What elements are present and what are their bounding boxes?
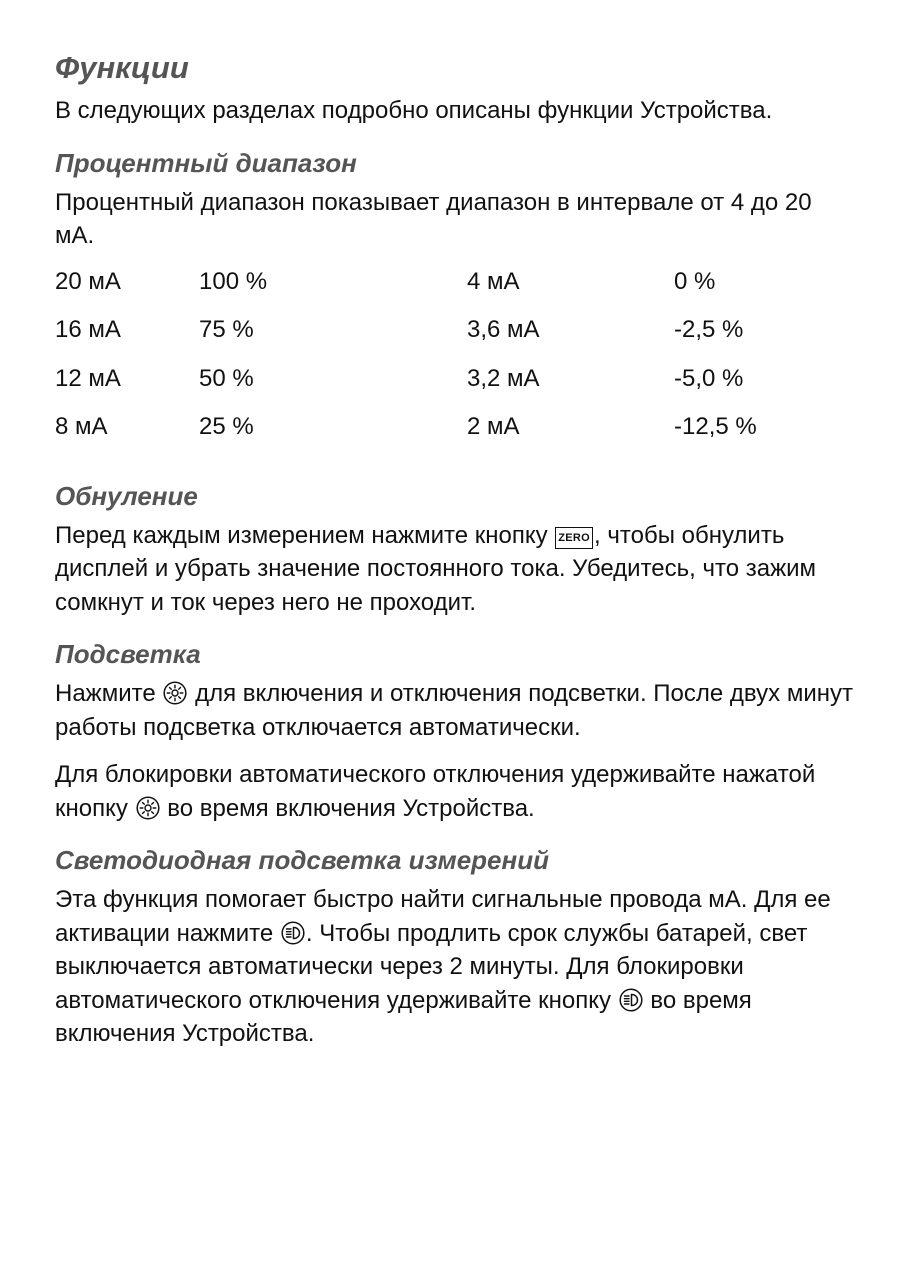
backlight-p1-before: Нажмите [55,680,156,707]
ma-value: 20 мА [55,267,121,295]
percent-value: -5,0 % [674,364,744,392]
backlight-heading: Подсветка [55,639,201,669]
percent-range-table [55,267,800,461]
percent-value: -2,5 % [674,316,744,343]
ma-value: 2 мА [467,413,520,440]
ma-value: 3,2 мА [467,364,540,392]
percent-value: 0 % [674,267,716,295]
ma-value: 12 мА [55,364,121,392]
percent-value: 25 % [199,413,254,440]
backlight-icon [163,681,187,705]
led-text [55,883,855,1051]
backlight-text-2 [55,758,855,825]
led-light-icon [281,921,305,945]
led-text-after: во время включения Устройства. [55,986,752,1047]
intro-text: В следующих разделах подробно описаны функции Устройства. [55,97,773,124]
percent-value: 100 % [199,267,268,295]
table-row [55,364,800,413]
backlight-text-1 [55,677,855,744]
backlight-icon [136,796,160,820]
ma-value: 4 мА [467,267,520,295]
zeroing-text-before: Перед каждым измерением нажмите кнопку [55,521,548,549]
zeroing-heading: Обнуление [55,480,198,511]
zeroing-text [55,519,855,620]
ma-value: 16 мА [55,316,121,343]
percent-value: 50 % [199,364,254,392]
table-row [55,315,800,364]
percent-range-heading: Процентный диапазон [55,147,357,178]
page-title: Функции [55,50,189,85]
table-row [55,267,800,316]
table-row [55,412,800,461]
led-heading: Светодиодная подсветка измерений [55,845,549,875]
percent-value: -12,5 % [674,413,757,440]
zero-key-icon: ZERO [555,527,593,549]
led-light-icon [619,988,643,1012]
zeroing-text-after: , чтобы обнулить дисплей и убрать значение постоянного тока. Убедитесь, что зажим сомкнут и ток через него не проходит. [55,521,817,616]
led-text-middle: . Чтобы продлить срок службы батарей, свет выключается автоматически через 2 минуты. Для блокировки автоматического отключения удерживайте кнопку [55,919,808,1014]
backlight-p2-after: во время включения Устройства. [167,794,535,822]
backlight-p1-after: для включения и отключения подсветки. После двух минут работы подсветка отключается автоматически. [55,680,853,741]
ma-value: 3,6 мА [467,316,540,343]
percent-range-description: Процентный диапазон показывает диапазон в интервале от 4 до 20 мА. [55,188,812,249]
percent-value: 75 % [199,316,254,343]
backlight-p2-before: Для блокировки автоматического отключения удерживайте нажатой кнопку [55,761,816,822]
ma-value: 8 мА [55,413,108,440]
document-page [55,48,855,1051]
led-text-before: Эта функция помогает быстро найти сигнальные провода мА. Для ее активации нажмите [55,886,831,947]
